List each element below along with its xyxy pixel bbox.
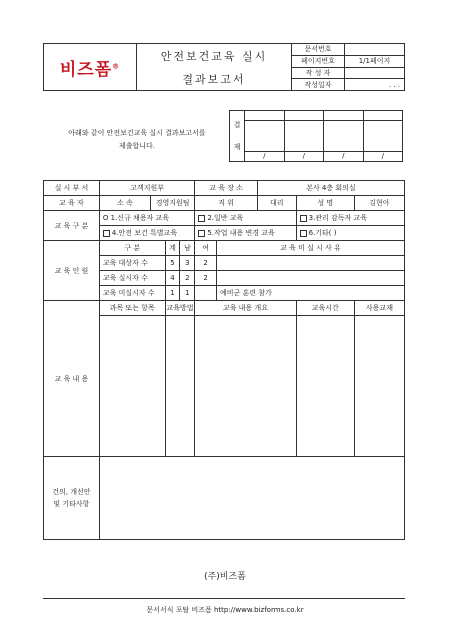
people-row-female[interactable]	[195, 286, 217, 301]
approval-date-1[interactable]: /	[245, 151, 285, 161]
people-row-total[interactable]: 4	[165, 271, 180, 286]
type-option-5-label: 5.작업 내용 변경 교육	[207, 229, 275, 237]
meta-value-page: 1/1페이지	[345, 55, 405, 67]
dept-label: 실 시 부 서	[44, 181, 100, 196]
meta-value-author	[345, 67, 405, 79]
meta-label-author: 작 성 자	[292, 67, 345, 79]
position-value[interactable]: 대리	[257, 196, 296, 211]
content-summary-cell[interactable]	[195, 316, 296, 457]
affil-label: 소 속	[99, 196, 150, 211]
people-row-reason[interactable]: 예비군 훈련 참가	[216, 286, 404, 301]
approval-label-bottom: 재	[233, 143, 241, 151]
people-row-label: 교육 대상자 수	[99, 256, 165, 271]
logo	[44, 44, 137, 91]
type-option-5[interactable]	[195, 226, 296, 241]
remarks-cell[interactable]	[99, 457, 404, 540]
type-option-2[interactable]	[195, 211, 296, 226]
intro-text	[52, 127, 222, 153]
document-title-line1: 안전보건교육 실시	[137, 44, 292, 68]
people-row-female[interactable]: 2	[195, 256, 217, 271]
type-option-4[interactable]	[99, 226, 194, 241]
people-head-female: 여	[195, 241, 217, 256]
type-option-1-label: 1.신규 채용자 교육	[110, 214, 170, 222]
approval-slot-4-sign[interactable]	[363, 121, 403, 152]
approval-slot-1-sign[interactable]	[245, 121, 285, 152]
meta-label-docno: 문서번호	[292, 44, 345, 56]
people-head-male: 남	[180, 241, 195, 256]
report-table	[43, 180, 405, 540]
people-row-reason[interactable]	[216, 271, 404, 286]
checkbox-icon	[198, 215, 205, 222]
people-row-female[interactable]: 2	[195, 271, 217, 286]
content-head-method: 교육방법	[165, 301, 195, 316]
content-label: 교 육 내 용	[44, 301, 100, 457]
footer-url: 문서서식 포탈 비즈폼 http://www.bizforms.co.kr	[146, 606, 304, 614]
approval-slot-2-title[interactable]	[284, 111, 324, 121]
meta-value-docno	[345, 44, 405, 56]
people-row-reason[interactable]	[216, 256, 404, 271]
type-option-6[interactable]	[296, 226, 404, 241]
approval-slot-4-title[interactable]	[363, 111, 403, 121]
footer-divider	[43, 598, 405, 599]
document-title-line2: 결과보고서	[137, 67, 292, 91]
type-option-6-label: 6.기타( )	[308, 229, 337, 237]
checkbox-icon	[300, 230, 307, 237]
content-subject-cell[interactable]	[99, 316, 165, 457]
content-head-summary: 교육 내용 개요	[195, 301, 296, 316]
logo-text: 비즈폼	[59, 59, 113, 80]
approval-date-2[interactable]: /	[284, 151, 324, 161]
type-label: 교 육 구 분	[44, 211, 100, 241]
approval-box	[229, 110, 403, 162]
type-option-2-label: 2.일반 교육	[207, 214, 244, 222]
type-option-1[interactable]	[99, 211, 194, 226]
people-row-male[interactable]: 1	[180, 286, 195, 301]
checkbox-icon	[300, 215, 307, 222]
logo-registered: ®	[112, 61, 121, 70]
document-header	[43, 43, 405, 91]
meta-label-page: 페이지번호	[292, 55, 345, 67]
type-option-3[interactable]	[296, 211, 404, 226]
place-value[interactable]: 본사 4층 회의실	[257, 181, 404, 196]
people-row-total[interactable]: 1	[165, 286, 180, 301]
remarks-label-line2: 및 기타사항	[53, 500, 90, 508]
approval-slot-3-sign[interactable]	[324, 121, 364, 152]
type-option-3-label: 3.관리 감독자 교육	[308, 214, 368, 222]
remarks-label	[44, 457, 100, 540]
checkbox-icon	[103, 230, 110, 237]
content-head-time: 교육시간	[296, 301, 354, 316]
approval-slot-3-title[interactable]	[324, 111, 364, 121]
footer-brand: (주)비즈폼	[204, 572, 246, 582]
people-row-male[interactable]: 3	[180, 256, 195, 271]
people-row-total[interactable]: 5	[165, 256, 180, 271]
approval-label-top: 결	[233, 121, 241, 129]
people-row-male[interactable]: 2	[180, 271, 195, 286]
intro-line-2: 제출합니다.	[118, 142, 156, 150]
remarks-label-line1: 건의, 개선안	[52, 488, 91, 496]
people-head-total: 계	[165, 241, 180, 256]
people-row-label: 교육 미실시자 수	[99, 286, 165, 301]
intro-line-1: 아래와 같이 안전보건교육 실시 결과보고서를	[68, 129, 206, 137]
approval-date-4[interactable]: /	[363, 151, 403, 161]
content-head-material: 사용교재	[354, 301, 404, 316]
people-head-reason: 교 육 미 실 시 사 유	[216, 241, 404, 256]
affil-value[interactable]: 경영지원팀	[150, 196, 194, 211]
name-label: 성 명	[296, 196, 354, 211]
people-label: 교 육 인 원	[44, 241, 100, 301]
content-method-cell[interactable]	[165, 316, 195, 457]
checkbox-icon	[198, 230, 205, 237]
people-row-label: 교육 실시자 수	[99, 271, 165, 286]
approval-date-3[interactable]: /	[324, 151, 364, 161]
content-material-cell[interactable]	[354, 316, 404, 457]
name-value[interactable]: 김현아	[354, 196, 404, 211]
meta-value-date: . . .	[345, 79, 405, 91]
type-option-4-label: 4.안전 보건 특별교육	[111, 229, 178, 237]
people-head-category: 구 분	[99, 241, 165, 256]
content-time-cell[interactable]	[296, 316, 354, 457]
position-label: 직 위	[195, 196, 258, 211]
approval-slot-1-title[interactable]	[245, 111, 285, 121]
place-label: 교 육 장 소	[195, 181, 258, 196]
approval-slot-2-sign[interactable]	[284, 121, 324, 152]
type-mark: O	[102, 214, 109, 222]
dept-value[interactable]: 고객지원부	[99, 181, 194, 196]
content-head-subject: 과목 또는 항목	[99, 301, 165, 316]
approval-label	[230, 111, 245, 162]
meta-label-date: 작성일자	[292, 79, 345, 91]
educator-label: 교 육 자	[44, 196, 100, 211]
